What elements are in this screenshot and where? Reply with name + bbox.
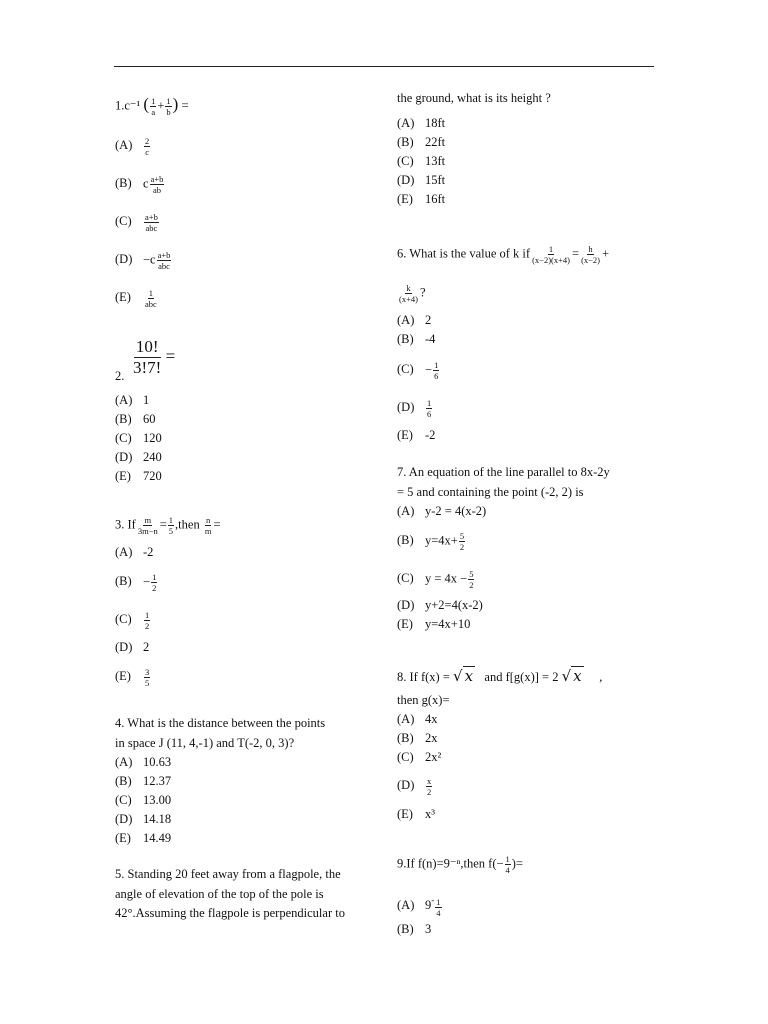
q1-choice-d[interactable]: (D) −c a+b abc	[115, 250, 171, 271]
q7-choice-e[interactable]: (E) y=4x+10	[397, 617, 471, 631]
q1-stem-text: 1.c⁻¹	[115, 98, 141, 113]
q1-frac-a: $\frac{1}{a}$	[151, 96, 156, 117]
q2-choice-d[interactable]: (D) 240	[115, 450, 162, 464]
q5-choice-b[interactable]: (B) 22ft	[397, 135, 446, 149]
q2-choice-a[interactable]: (A) 1	[115, 393, 150, 407]
q8-stem: 8. If f(x) = √ x and f[g(x)] = 2 √ x ,	[397, 667, 603, 685]
q2-fraction: $\frac{10!}{3!7!}$ =	[133, 337, 176, 377]
header-rule	[114, 66, 654, 67]
q2-number: 2.	[115, 369, 125, 383]
sqrt-x-1: √ x	[453, 667, 474, 685]
q6-choice-d[interactable]: (D) $\frac{1}{6}$	[397, 398, 432, 419]
q5-choice-d[interactable]: (D) 15ft	[397, 173, 446, 187]
q8-choice-c[interactable]: (C) 2x²	[397, 750, 442, 764]
q5-line1: 5. Standing 20 feet away from a flagpole, the	[115, 867, 341, 881]
q4-choice-c[interactable]: (C) 13.00	[115, 793, 172, 807]
q5-line2: angle of elevation of the top of the pole is	[115, 887, 324, 901]
q1-choice-a[interactable]: (A) $\frac{2}{c}$	[115, 136, 150, 157]
q4-choice-a[interactable]: (A) 10.63	[115, 755, 172, 769]
q9-stem: 9.If f(n)=9⁻ⁿ,then f(− $\frac{1}{4}$ )=	[397, 854, 524, 875]
q5-choice-c[interactable]: (C) 13ft	[397, 154, 446, 168]
q3-stem: 3. If $\frac{m}{3m-n}$ = $\frac{1}{5}$ ,then $\frac{n}{m}$ =	[115, 515, 221, 536]
q3-choice-e[interactable]: (E) $\frac{3}{5}$	[115, 667, 150, 688]
q4-line1: 4. What is the distance between the points	[115, 716, 326, 730]
q7-line1: 7. An equation of the line parallel to 8x-2y	[397, 465, 610, 479]
q1-stem: 1.c⁻¹ ( $\frac{1}{a}$ + $\frac{1}{b}$ ) =	[115, 94, 189, 117]
q8-choice-a[interactable]: (A) 4x	[397, 712, 438, 726]
q3-choice-c[interactable]: (C) $\frac{1}{2}$	[115, 610, 150, 631]
q7-choice-c[interactable]: (C) y = 4x − $\frac{5}{2}$	[397, 569, 474, 590]
q2-choice-b[interactable]: (B) 60	[115, 412, 156, 426]
q5-line3: 42°.Assuming the flagpole is perpendicular to	[115, 906, 345, 920]
q2-choice-c[interactable]: (C) 120	[115, 431, 162, 445]
q5-line4: the ground, what is its height ?	[397, 91, 551, 105]
q7-choice-a[interactable]: (A) y-2 = 4(x-2)	[397, 504, 487, 518]
q9-choice-a[interactable]: (A) 9- $\frac{1}{4}$	[397, 895, 441, 918]
q4-choice-e[interactable]: (E) 14.49	[115, 831, 172, 845]
q6-choice-c[interactable]: (C) − $\frac{1}{6}$	[397, 360, 439, 381]
q1-choice-b[interactable]: (B) c $\frac{a+b}{ab}$	[115, 174, 164, 195]
q3-choice-a[interactable]: (A) -2	[115, 545, 154, 559]
q4-choice-b[interactable]: (B) 12.37	[115, 774, 172, 788]
q2-choice-e[interactable]: (E) 720	[115, 469, 162, 483]
q3-choice-b[interactable]: (B) − $\frac{1}{2}$	[115, 572, 157, 593]
q8-choice-b[interactable]: (B) 2x	[397, 731, 438, 745]
q3-choice-d[interactable]: (D) 2	[115, 640, 150, 654]
q9-choice-b[interactable]: (B) 3	[397, 922, 432, 936]
q1-choice-c[interactable]: (C) a+b abc	[115, 212, 158, 233]
q8-choice-d[interactable]: (D) $\frac{x}{2}$	[397, 776, 432, 797]
q6-stem-cont: $\frac{k}{(x+4)}$ ?	[399, 283, 426, 304]
q4-choice-d[interactable]: (D) 14.18	[115, 812, 172, 826]
q1-choice-e[interactable]: (E) 1 abc	[115, 288, 157, 309]
q5-choice-e[interactable]: (E) 16ft	[397, 192, 446, 206]
q6-stem: 6. What is the value of k if $\frac{1}{(x-2)(x+4)}$ = $\frac{h}{(x-2)}$ +	[397, 244, 610, 265]
q6-choice-e[interactable]: (E) -2	[397, 428, 436, 442]
q1-frac-b: $\frac{1}{b}$	[166, 96, 171, 117]
sqrt-x-2: √ x	[561, 667, 582, 685]
q7-line2: = 5 and containing the point (-2, 2) is	[397, 485, 584, 499]
q8-choice-e[interactable]: (E) x³	[397, 807, 435, 821]
q5-choice-a[interactable]: (A) 18ft	[397, 116, 446, 130]
q6-choice-b[interactable]: (B) -4	[397, 332, 436, 346]
q7-choice-d[interactable]: (D) y+2=4(x-2)	[397, 598, 483, 612]
q4-line2: in space J (11, 4,-1) and T(-2, 0, 3)?	[115, 736, 295, 750]
q6-choice-a[interactable]: (A) 2	[397, 313, 432, 327]
q7-choice-b[interactable]: (B) y=4x+ $\frac{5}{2}$	[397, 531, 465, 552]
q8-line2: then g(x)=	[397, 693, 450, 707]
